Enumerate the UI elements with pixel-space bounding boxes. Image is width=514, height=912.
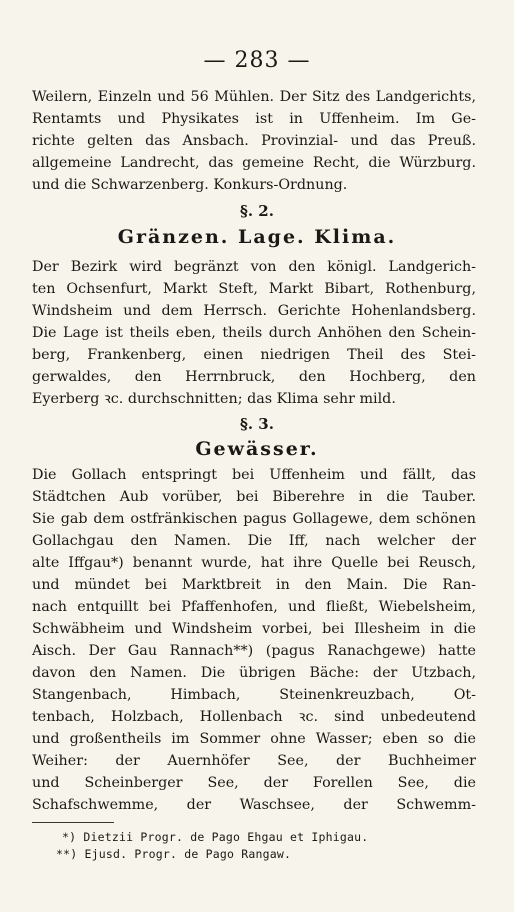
- text-line: Sie gab dem ostfränkischen pagus Gollagewe, dem schönen: [32, 511, 476, 527]
- text-line: und mündet bei Marktbreit in den Main. Die Ran-: [32, 577, 476, 593]
- text-line: Aisch. Der Gau Rannach**) (pagus Ranachgewe) hatte: [32, 643, 476, 659]
- text-line: richte gelten das Ansbach. Provinzial- und das Preuß.: [32, 133, 476, 149]
- text-line: Die Gollach entspringt bei Uffenheim und fällt, das: [32, 467, 476, 483]
- text-line: alte Iffgau*) benannt wurde, hat ihre Quelle bei Reusch,: [32, 555, 476, 571]
- text-line: Schafschwemme, der Waschsee, der Schwemm-: [32, 797, 476, 813]
- text-line: allgemeine Landrecht, das gemeine Recht, die Würzburg.: [32, 155, 476, 171]
- section-label: §. 2.: [240, 202, 274, 220]
- text-line: Rentamts und Physikates ist in Uffenheim. Im Ge-: [32, 111, 476, 127]
- text-line: Weiher: der Auernhöfer See, der Buchheimer: [32, 753, 476, 769]
- text-line: und großentheils im Sommer ohne Wasser; eben so die: [32, 731, 476, 747]
- text-line: nach entquillt bei Pfaffenhofen, und fließt, Wiebelsheim,: [32, 599, 476, 615]
- text-line: Eyerberg ꝛc. durchschnitten; das Klima sehr mild.: [32, 391, 396, 407]
- section-heading: Gränzen. Lage. Klima.: [117, 226, 397, 248]
- text-line: und die Schwarzenberg. Konkurs-Ordnung.: [32, 177, 348, 193]
- text-line: Schwäbheim und Windsheim vorbei, bei Illesheim in die: [32, 621, 476, 637]
- page-number: — 283 —: [203, 48, 311, 73]
- footnote-divider: [32, 822, 114, 823]
- text-line: Weilern, Einzeln und 56 Mühlen. Der Sitz des Landgerichts,: [32, 89, 476, 105]
- text-line: Städtchen Aub vorüber, bei Biberehre in die Tauber.: [32, 489, 476, 505]
- text-line: gerwaldes, den Herrnbruck, den Hochberg, den: [32, 369, 476, 385]
- text-line: Gollachgau den Namen. Die Iff, nach welcher der: [32, 533, 476, 549]
- text-line: Die Lage ist theils eben, theils durch Anhöhen den Schein-: [32, 325, 476, 341]
- text-line: berg, Frankenberg, einen niedrigen Theil des Stei-: [32, 347, 476, 363]
- text-line: davon den Namen. Die übrigen Bäche: der Utzbach,: [32, 665, 476, 681]
- footnote: *) Dietzii Progr. de Pago Ehgau et Iphigau.: [62, 830, 369, 844]
- text-line: Windsheim und dem Herrsch. Gerichte Hohenlandsberg.: [32, 303, 476, 319]
- footnote: **) Ejusd. Progr. de Pago Rangaw.: [56, 847, 292, 861]
- text-line: Der Bezirk wird begränzt von den königl. Landgerich-: [32, 259, 476, 275]
- text-line: ten Ochsenfurt, Markt Steft, Markt Bibart, Rothenburg,: [32, 281, 476, 297]
- text-line: und Scheinberger See, der Forellen See, die: [32, 775, 476, 791]
- text-line: Stangenbach, Himbach, Steinenkreuzbach, Ot-: [32, 687, 476, 703]
- section-heading: Gewässer.: [195, 438, 319, 460]
- text-line: tenbach, Holzbach, Hollenbach ꝛc. sind unbedeutend: [32, 709, 476, 725]
- section-label: §. 3.: [240, 415, 274, 433]
